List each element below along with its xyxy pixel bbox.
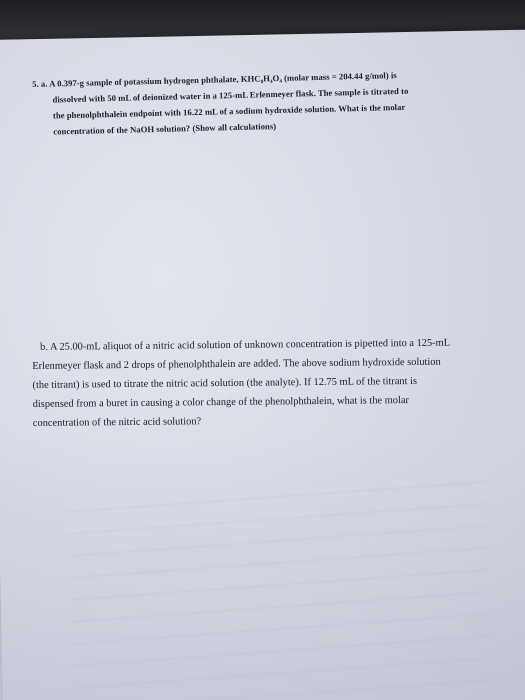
question-5b-line: dispensed from a buret in causing a color change of the phenolphthalein, what is the molar	[32, 395, 409, 410]
question-5b-line: Erlenmeyer flask and 2 drops of phenolphthalein are added. The above sodium hydroxide solution	[32, 356, 441, 372]
question-5a	[32, 65, 493, 140]
show-through-text	[67, 477, 495, 700]
question-5a-line: 5. a. A 0.397-g sample of potassium hydrogen phthalate, KHC₈H₄O₄ (molar mass = 204.44 g/mol) is	[32, 70, 397, 89]
question-5b-line: concentration of the nitric acid solution?	[32, 416, 202, 429]
question-5a-line: dissolved with 50 mL of deionized water in a 125-mL Erlenmeyer flask. The sample is titrated to	[52, 85, 409, 105]
question-5a-line: the phenolphthalein endpoint with 16.22 mL of a sodium hydroxide solution. What is the molar	[52, 101, 406, 121]
question-5b-line: b. A 25.00-mL aliquot of a nitric acid solution of unknown concentration is pipetted into a 125-mL	[40, 337, 451, 353]
question-5a-line: concentration of the NaOH solution? (Show all calculations)	[53, 121, 277, 137]
question-5b	[30, 333, 521, 433]
question-5b-line: (the titrant) is used to titrate the nitric acid solution (the analyte). If 12.75 mL of the titrant is	[32, 375, 418, 391]
